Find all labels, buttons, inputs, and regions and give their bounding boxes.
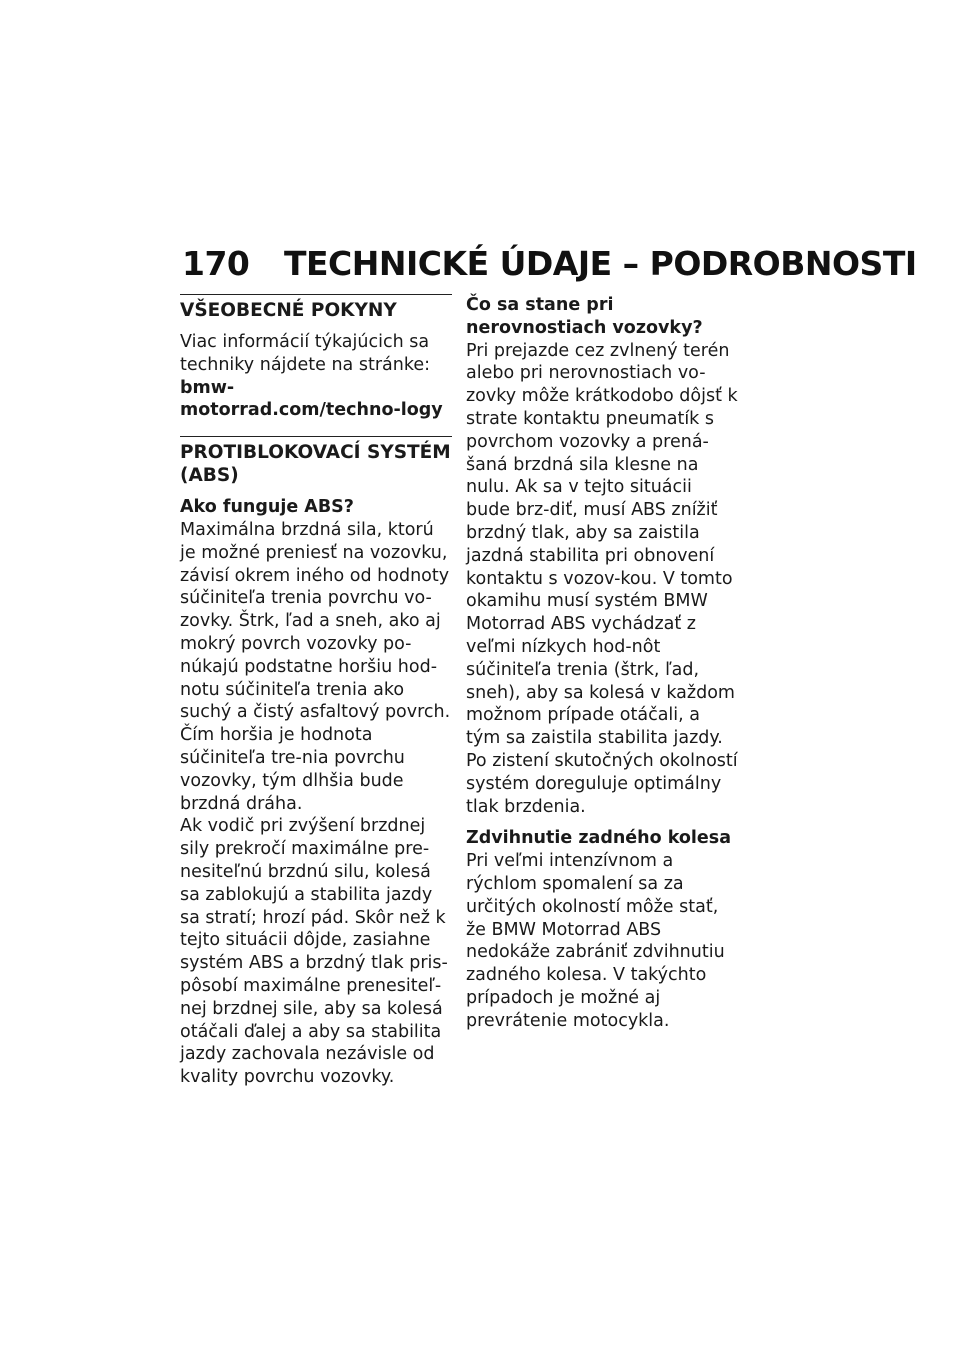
section-divider [180, 436, 452, 437]
subhead-uneven-road: Čo sa stane pri nerovnostiach vozovky? [466, 295, 703, 338]
subhead-rear-wheel-lift: Zdvihnutie zadného kolesa [466, 828, 732, 849]
technology-link[interactable]: bmw-motorrad.com/techno-logy [180, 377, 443, 421]
abs-paragraph-1: Maximálna brzdná sila, ktorú je možné preniesť na vozovku, závisí okrem iného od hodnoty súčiniteľa trenia povrchu vo-zovky. Štrk, ľad a sneh, ako aj mokrý povrch vozovky po-núkajú podstatne horšiu hod-notu súčiniteľa trenia ako suchý a čistý asfaltový povrch. Čím horšia je hodnota súčiniteľa tre-nia povrchu vozovky, tým dlhšia bude brzdná dráha. [180, 519, 451, 814]
page-title: TECHNICKÉ ÚDAJE – PODROBNOSTI [284, 244, 917, 283]
right-column [466, 294, 738, 1033]
general-text: Viac informácií týkajúcich sa techniky nájdete na stránke: [180, 332, 431, 375]
section-title-abs: PROTIBLOKOVACÍ SYSTÉM (ABS) [180, 442, 451, 487]
subhead-how-abs-works: Ako funguje ABS? [180, 497, 354, 518]
section-divider [180, 294, 452, 295]
page-number: 170 [182, 244, 250, 283]
rear-wheel-lift-text: Pri veľmi intenzívnom a rýchlom spomalení sa za určitých okolností môže stať, že BMW Motorrad ABS nedokáže zabrániť zdvihnutiu zadného kolesa. V takýchto prípadoch je možné aj prevrátenie motocykla. [466, 851, 725, 1031]
left-column [180, 294, 452, 1089]
uneven-road-text: Pri prejazde cez zvlnený terén alebo pri nerovnostiach vo-zovky môže krátkodobo dôjsť k strate kontaktu pneumatík s povrchom vozovky a prená-šaná brzdná sila klesne na nulu. Ak sa v tejto situácii bude brz-diť, musí ABS znížiť brzdný tlak, aby sa zaistila jazdná stabilita pri obnovení kontaktu s vozov-kou. V tomto okamihu musí systém BMW Motorrad ABS vychádzať z veľmi nízkych hod-nôt súčiniteľa trenia (štrk, ľad, sneh), aby sa kolesá v každom možnom prípade otáčali, a tým sa zaistila stabilita jazdy. Po zistení skutočných okolností systém doreguluje optimálny tlak brzdenia. [466, 340, 738, 817]
section-title-general: VŠEOBECNÉ POKYNY [180, 300, 397, 321]
page-header [182, 244, 917, 284]
abs-paragraph-2: Ak vodič pri zvýšení brzdnej sily prekročí maximálne pre-nesiteľnú brzdnú silu, kolesá sa zablokujú a stabilita jazdy sa stratí; hrozí pád. Skôr než k tejto situácii dôjde, zasiahne systém ABS a brzdný tlak pris-pôsobí maximálne prenesiteľ-nej brzdnej sile, aby sa kolesá otáčali ďalej a aby sa stabilita jazdy zachovala nezávisle od kvality povrchu vozovky. [180, 816, 448, 1088]
